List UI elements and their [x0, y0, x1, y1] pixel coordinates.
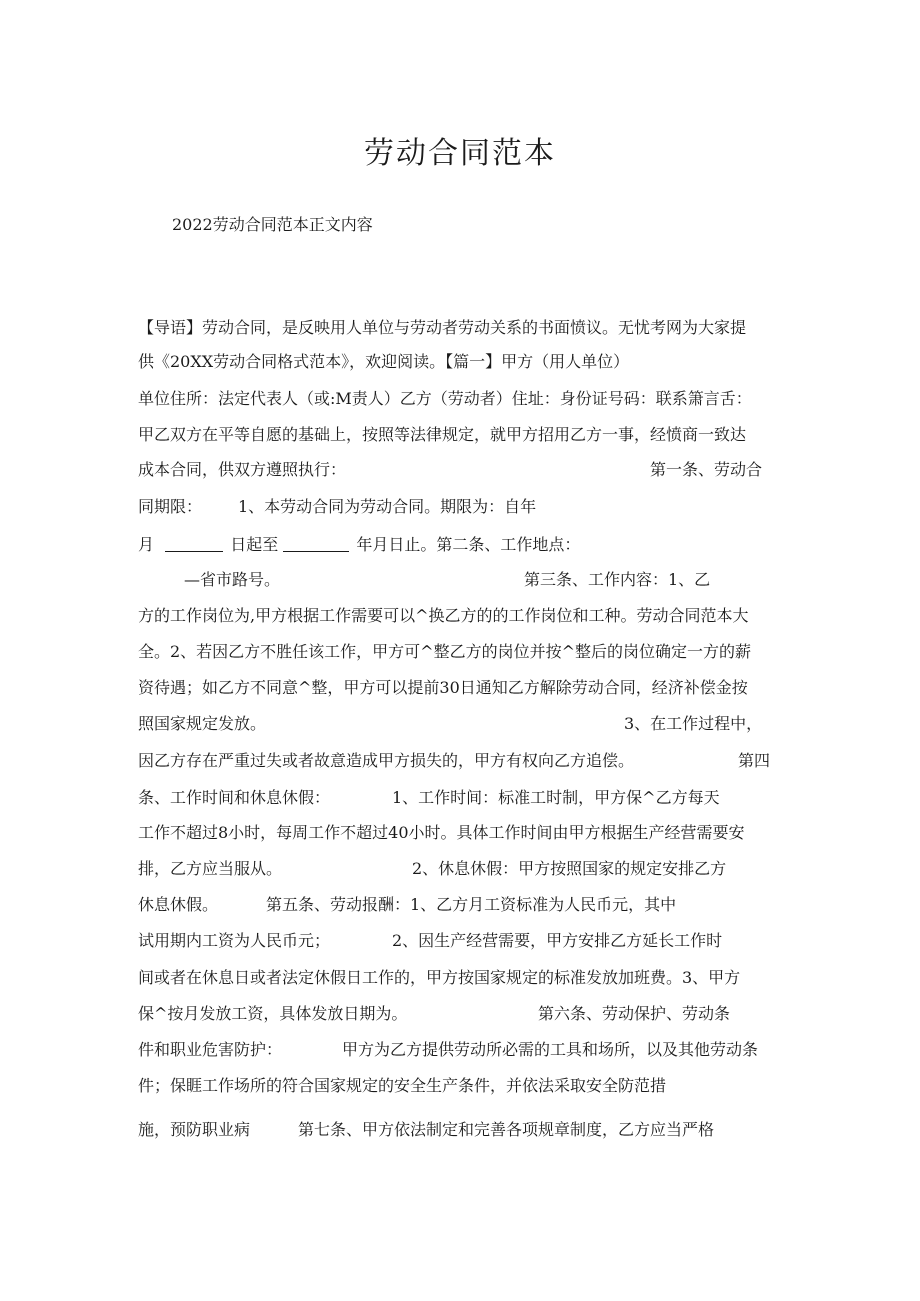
paragraph-line: 方的工作岗位为,甲方根据工作需要可以^换乙方的的工作岗位和工种。劳动合同范本大 — [138, 606, 749, 625]
line-segment: 第五条、劳动报酬：1、乙方月工资标准为人民币元，其中 — [266, 895, 677, 914]
line-segment: 第四 — [738, 751, 771, 770]
line-segment: 第六条、劳动保护、劳动条 — [538, 1004, 731, 1023]
line-segment: 照国家规定发放。 — [138, 714, 267, 733]
line-segment: 2、因生产经营需要，甲方安排乙方延长工作时 — [392, 931, 723, 950]
line-segment: 甲方为乙方提供劳动所必需的工具和场所，以及其他劳动条 — [342, 1040, 759, 1059]
line-segment: 施，预防职业病 — [138, 1120, 251, 1139]
paragraph-line: 甲乙双方在平等自愿的基础上，按照等法律规定，就甲方招用乙方一事，经愤商一致达 — [138, 425, 747, 444]
paragraph-line: 供《20XX劳动合同格式范本》，欢迎阅读。【篇一】甲方（用人单位） — [138, 352, 630, 371]
paragraph-line: 全。2、若因乙方不胜任该工作，甲方可^整乙方的岗位并按^整后的岗位确定一方的薪 — [138, 642, 751, 661]
line-segment: 休息休假。 — [138, 895, 219, 914]
paragraph-line: 间或者在休息日或者法定休假日工作的，甲方按国家规定的标准发放加班费。3、甲方 — [138, 968, 741, 987]
line-segment: 排，乙方应当服从。 — [138, 859, 283, 878]
paragraph-line: 件；保睚工作场所的符合国家规定的安全生产条件，并依法采取安全防范措 — [138, 1076, 667, 1095]
line-segment: 月 — [138, 535, 155, 554]
line-segment: 第三条、工作内容：1、乙 — [524, 570, 711, 589]
line-segment: 同期限： — [138, 497, 203, 516]
line-segment: 1、工作时间：标准工时制，甲方保^乙方每天 — [392, 788, 720, 807]
line-segment: 年月日止。第二条、工作地点： — [356, 535, 581, 554]
line-segment: 成本合同，供双方遵照执行： — [138, 460, 347, 479]
line-segment: 条、工作时间和休息休假： — [138, 788, 331, 807]
line-segment: 1、本劳动合同为劳动合同。期限为：自年 — [238, 497, 537, 516]
paragraph-line — [138, 535, 580, 555]
paragraph-line: 工作不超过8小时，每周工作不超过40小时。具体工作时间由甲方根据生产经营需要安 — [138, 823, 745, 842]
line-segment: 试用期内工资为人民币元； — [138, 931, 331, 950]
paragraph-line: 资待遇；如乙方不同意^整，甲方可以提前30日通知乙方解除劳动合同，经济补偿金按 — [138, 678, 748, 697]
paragraph-line: 单位住所：法定代表人（或:M责人）乙方（劳动者）住址：身份证号码：联系箫言舌： — [138, 389, 752, 408]
line-segment: 3、在工作过程中， — [624, 714, 763, 733]
line-segment: 第一条、劳动合 — [650, 460, 763, 479]
line-segment: —省市路号。 — [184, 570, 281, 589]
line-segment: 第七条、甲方依法制定和完善各项规章制度，乙方应当严格 — [298, 1120, 715, 1139]
fill-in-blank — [165, 537, 223, 552]
line-segment: 2、休息休假：甲方按照国家的规定安排乙方 — [412, 859, 727, 878]
line-segment: 日起至 — [230, 535, 279, 554]
document-subtitle: 2022劳动合同范本正文内容 — [172, 215, 373, 234]
line-segment: 保^按月发放工资，具体发放日期为。 — [138, 1004, 408, 1023]
line-segment: 因乙方存在严重过失或者故意造成甲方损失的，甲方有权向乙方追偿。 — [138, 751, 635, 770]
line-segment: 件和职业危害防护： — [138, 1040, 283, 1059]
paragraph-line: 【导语】劳动合同，是反映用人单位与劳动者劳动关系的书面愤议。无忧考网为大家提 — [138, 318, 747, 337]
document-title: 劳动合同范本 — [364, 136, 556, 171]
fill-in-blank — [283, 537, 349, 552]
